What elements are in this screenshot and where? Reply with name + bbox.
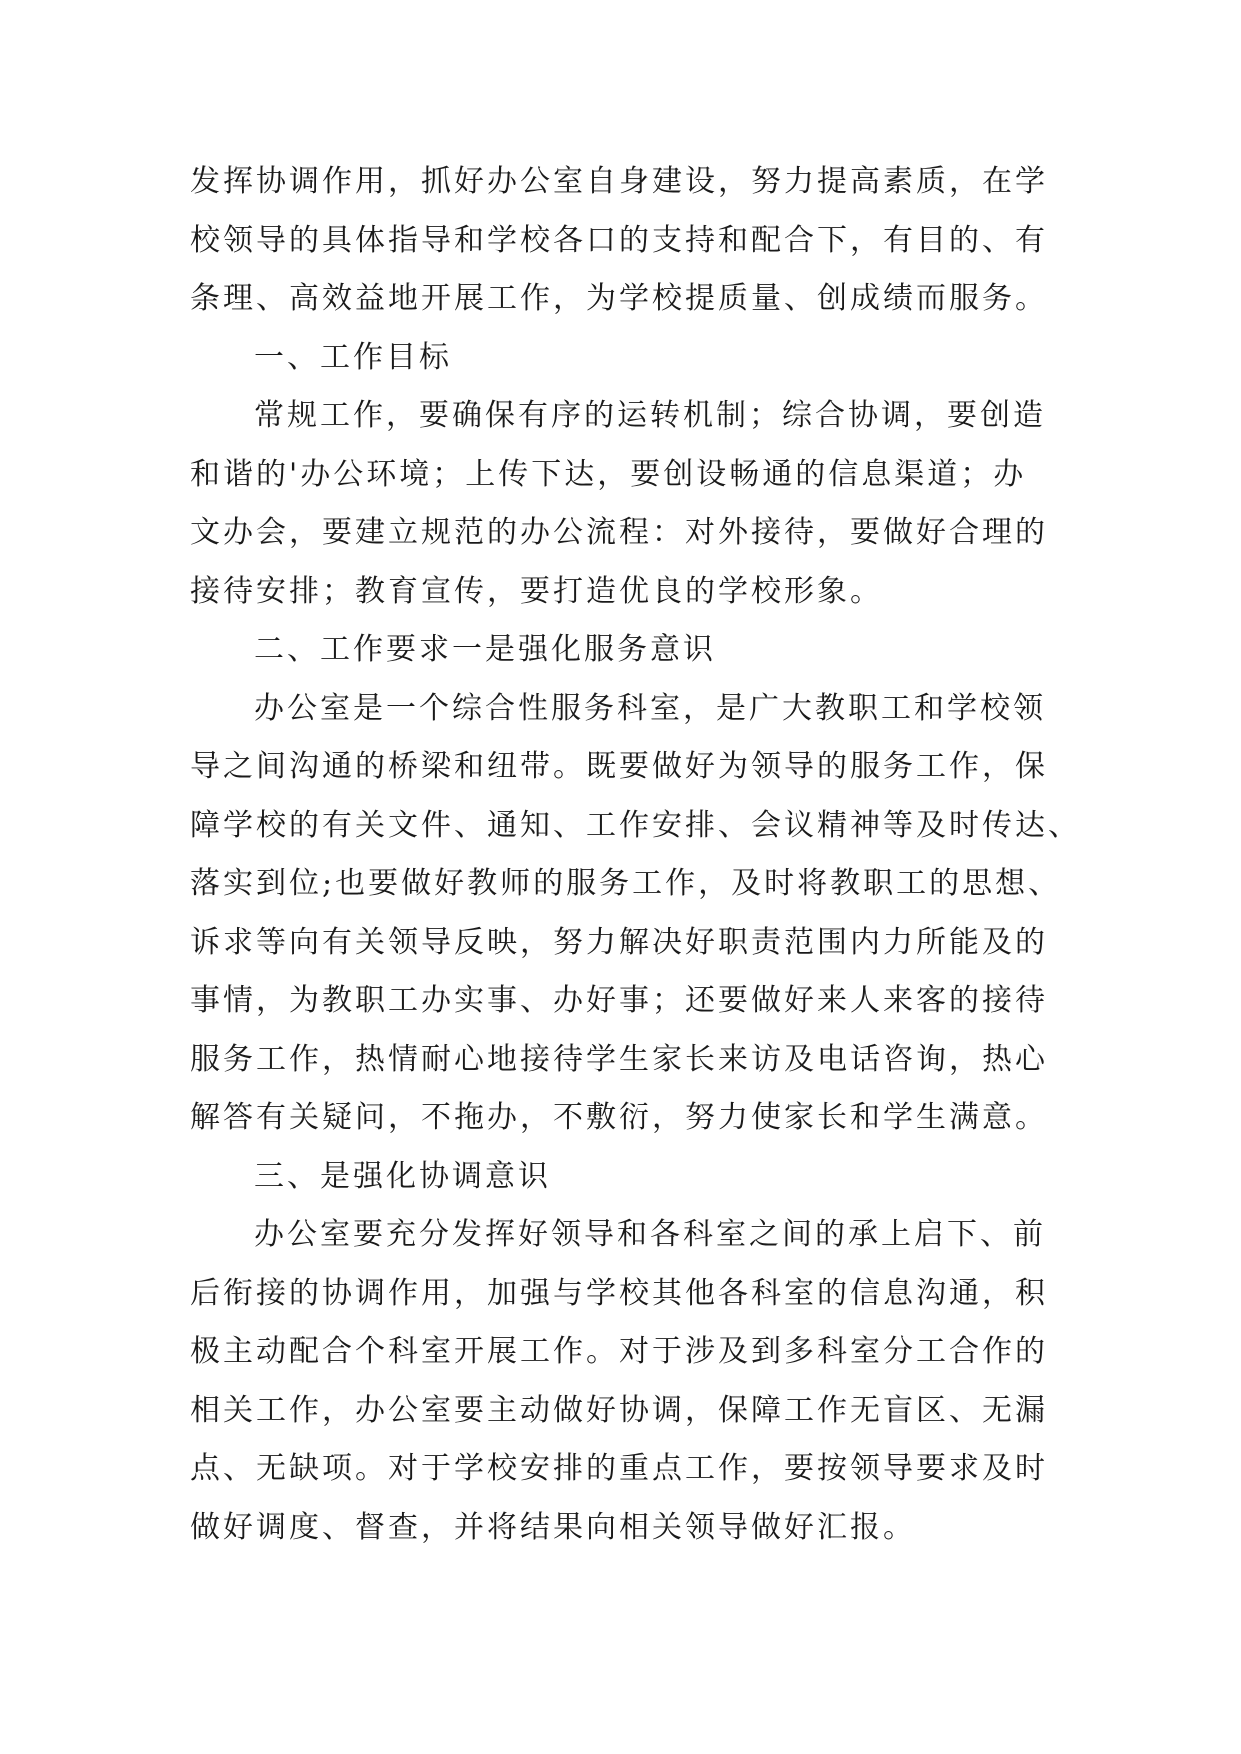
- paragraph-line: 后衔接的协调作用，加强与学校其他各科室的信息沟通，积: [190, 1275, 1048, 1311]
- paragraph-line: 发挥协调作用，抓好办公室自身建设，努力提高素质，在学: [190, 164, 1048, 199]
- section-heading: 三、是强化协调意识: [254, 1158, 551, 1194]
- paragraph-line: 校领导的具体指导和学校各口的支持和配合下，有目的、有: [190, 222, 1048, 258]
- paragraph-line: 解答有关疑问，不拖办，不敷衍，努力使家长和学生满意。: [190, 1100, 1048, 1135]
- paragraph-line: 服务工作，热情耐心地接待学生家长来访及电话咨询，热心: [190, 1041, 1048, 1077]
- paragraph-line: 办公室要充分发挥好领导和各科室之间的承上启下、前: [254, 1217, 1046, 1252]
- paragraph-line: 诉求等向有关领导反映，努力解决好职责范围内力所能及的: [190, 924, 1048, 960]
- paragraph-line: 和谐的'办公环境；上传下达，要创设畅通的信息渠道；办: [190, 456, 1027, 492]
- paragraph-line: 条理、高效益地开展工作，为学校提质量、创成绩而服务。: [190, 281, 1048, 316]
- paragraph-line: 相关工作，办公室要主动做好协调，保障工作无盲区、无漏: [190, 1392, 1048, 1428]
- document-body: [190, 162, 1081, 1566]
- section-heading: 二、工作要求一是强化服务意识: [254, 632, 716, 667]
- paragraph-line: 文办会，要建立规范的办公流程：对外接待，要做好合理的: [190, 515, 1048, 550]
- paragraph-line: 事情，为教职工办实事、办好事；还要做好来人来客的接待: [190, 983, 1048, 1018]
- paragraph-line: 导之间沟通的桥梁和纽带。既要做好为领导的服务工作，保: [190, 749, 1048, 784]
- paragraph-line: 极主动配合个科室开展工作。对于涉及到多科室分工合作的: [190, 1334, 1048, 1369]
- paragraph-line: 办公室是一个综合性服务科室，是广大教职工和学校领: [254, 690, 1046, 726]
- paragraph-line: 做好调度、督查，并将结果向相关领导做好汇报。: [190, 1509, 916, 1545]
- paragraph-line: 障学校的有关文件、通知、工作安排、会议精神等及时传达、: [190, 807, 1081, 843]
- paragraph-line: 点、无缺项。对于学校安排的重点工作，要按领导要求及时: [190, 1451, 1048, 1486]
- section-heading: 一、工作目标: [254, 339, 452, 375]
- paragraph-line: 落实到位;也要做好教师的服务工作，及时将教职工的思想、: [190, 866, 1062, 901]
- paragraph-line: 接待安排；教育宣传，要打造优良的学校形象。: [190, 573, 883, 609]
- paragraph-line: 常规工作，要确保有序的运转机制；综合协调，要创造: [254, 398, 1046, 433]
